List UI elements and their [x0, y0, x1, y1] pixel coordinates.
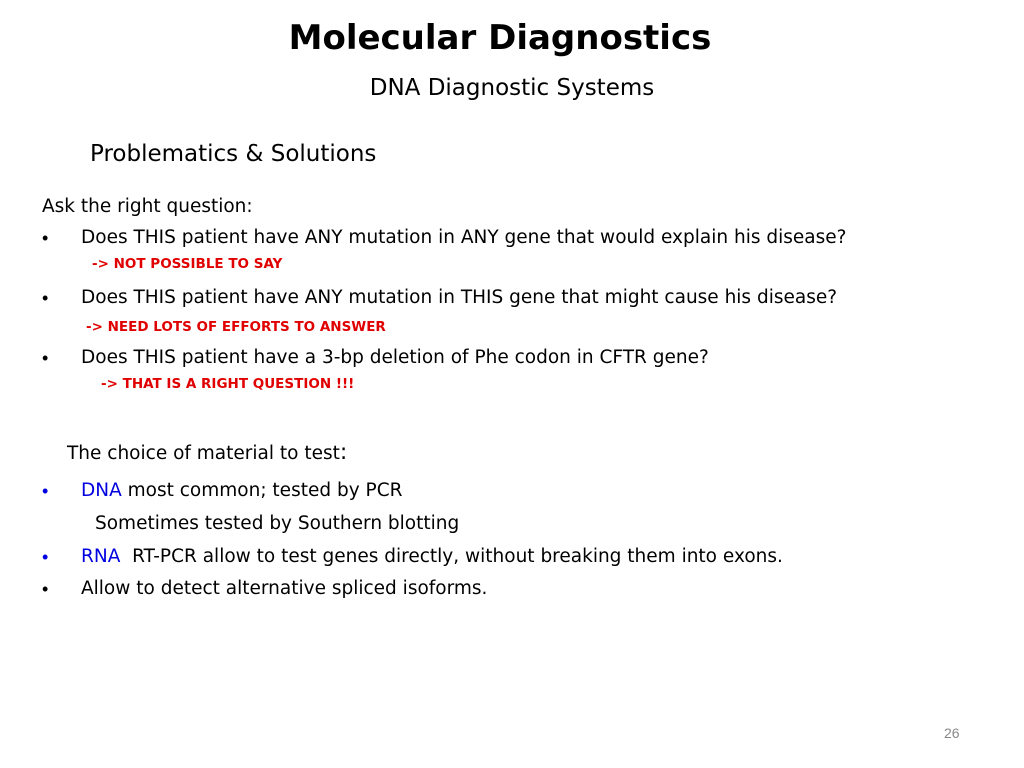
material-rna-text: RT-PCR allow to test genes directly, without breaking them into exons.: [120, 546, 783, 567]
question-2-text: Does THIS patient have ANY mutation in THIS gene that might cause his disease?: [81, 287, 838, 308]
page-number: 26: [944, 725, 960, 741]
question-1-text: Does THIS patient have ANY mutation in ANY gene that would explain his disease?: [81, 227, 847, 248]
bullet-icon: •: [42, 348, 49, 368]
question-1-answer: -> NOT POSSIBLE TO SAY: [92, 256, 283, 272]
question-3-answer: -> THAT IS A RIGHT QUESTION !!!: [101, 376, 355, 392]
material-dna: [81, 478, 402, 504]
question-intro: Ask the right question:: [42, 196, 253, 217]
slide-subtitle: DNA Diagnostic Systems: [369, 75, 655, 101]
question-2-answer: -> NEED LOTS OF EFFORTS TO ANSWER: [86, 319, 386, 335]
bullet-icon: •: [42, 579, 49, 599]
section-heading: Problematics & Solutions: [90, 141, 377, 167]
material-heading-text: The choice of material to test: [67, 443, 340, 464]
bullet-icon: •: [42, 228, 49, 248]
question-3-text: Does THIS patient have a 3-bp deletion of Phe codon in CFTR gene?: [81, 347, 709, 368]
bullet-icon: •: [42, 547, 49, 567]
bullet-icon: •: [42, 481, 49, 501]
material-rna: [81, 544, 783, 570]
slide-title: Molecular Diagnostics: [288, 18, 712, 58]
bullet-icon: •: [42, 288, 49, 308]
material-rna-label: RNA: [81, 546, 121, 567]
material-isoforms: Allow to detect alternative spliced isoforms.: [81, 578, 488, 599]
material-dna-label: DNA: [81, 480, 122, 501]
material-dna-text: most common; tested by PCR: [121, 480, 403, 501]
material-dna-note: Sometimes tested by Southern blotting: [95, 513, 460, 534]
material-heading: [67, 440, 347, 467]
material-heading-colon: :: [339, 440, 348, 465]
